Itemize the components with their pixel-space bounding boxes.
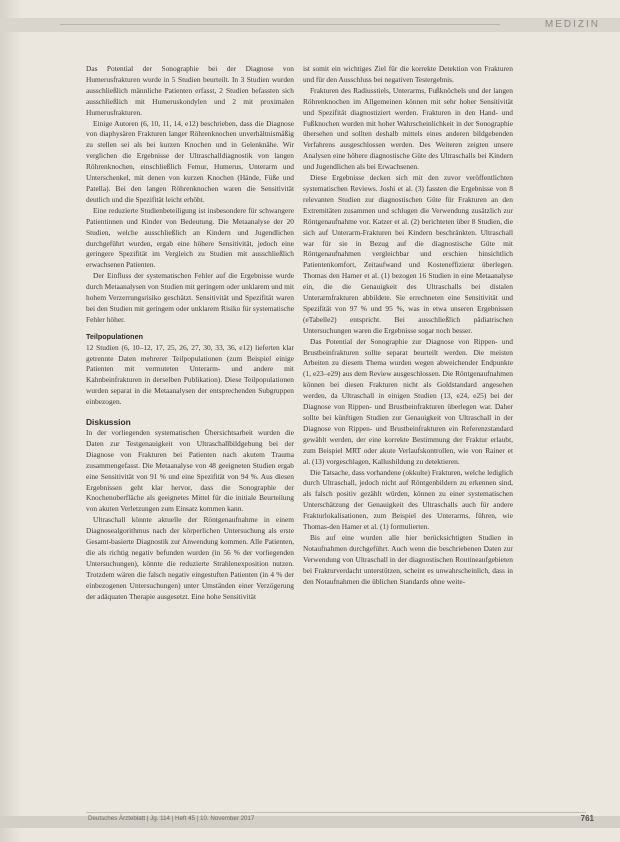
footer-rule — [86, 812, 586, 813]
paragraph: Der Einfluss der systematischen Fehler auf die Ergebnisse wurde durch Metaanalysen von Studien mit geringem oder unklarem und mit hohem Verzerrungsrisiko geschätzt. Sensitivität und Spezifität waren bei den Studien mit geringem oder unklarem Risiko für systematische Fehler höher. — [86, 271, 294, 324]
header-band — [0, 18, 620, 32]
paragraph: Bis auf eine wurden alle hier berücksichtigten Studien in Notaufnahmen durchgeführt. Auch wenn die beschriebenen Daten zur Verwendung von Ultraschall in der diagnostischen Routineaufgebieten bei Frakturverdacht unterstützen, scheint es unwahrscheinlich, dass in den Notaufnahmen die üblichen Standards ohne weite- — [303, 532, 513, 586]
section-heading: Diskussion — [86, 417, 131, 428]
header-rule — [60, 24, 500, 25]
subsection-heading: Teilpopulationen — [86, 331, 143, 341]
journal-citation: Deutsches Ärzteblatt | Jg. 114 | Heft 45 | 10. November 2017 — [88, 815, 255, 822]
paragraph: Ultraschall könnte aktuelle der Röntgenaufnahme in einem Diagnosealgorithmus nach der körperlichen Untersuchung als erste Gesamt-basierte Diagnostik zur Anwendung kommen. Alle Patienten, die als richtig negativ befunden wurden (in 56 % der vorliegenden Untersuchungen), könnte die reduzierte Strahlenexposition nutzen. Trotzdem wären die falsch negativ eingestuften Patienten (in 4 % der einbezogenen Untersuchungen) unter Umständen einer Verzögerung der adäquaten Therapie ausgesetzt. Eine hohe Sensitivität — [86, 515, 294, 601]
right-column — [303, 64, 513, 804]
left-column — [86, 64, 294, 804]
paragraph: Frakturen des Radiusstiels, Unterarms, Fußknöchels und der langen Röhrenknochen im Allgemeinen können mit sehr hoher Sensitivität und Spezifität diagnostiziert werden. Frakturen in den Hand- und Fußknochen wurden mit hoher Wahrscheinlichkeit in der Sonographie übersehen und sollten deshalb mittels eines anderen bildgebenden Verfahrens ausgeschlossen werden. Des Weiteren zeigten unsere Analysen eine höhere diagnostische Güte des Ultraschalls bei Kindern und Jugendlichen als bei Erwachsenen. — [303, 85, 513, 172]
paragraph: 12 Studien (6, 10–12, 17, 25, 26, 27, 30, 33, 36, e12) lieferten klar getrennte Daten mehrerer Teilpopulationen (zum Beispiel einige Patienten mit vermuteten Unterarm- und andere mit Kahnbeinfrakturen in derselben Publikation). Diese Teilpopulationen wurden separat in die Metaanalysen der entsprechenden Subgruppen einbezogen. — [86, 342, 294, 407]
page-number: 761 — [580, 814, 594, 823]
section-label: MEDIZIN — [544, 19, 600, 30]
paragraph: Diese Ergebnisse decken sich mit den zuvor veröffentlichten systematischen Reviews. Joshi et al. (3) fassten die Ergebnisse von 8 relevanten Studien zur diagnostischen Güte für Frakturen an den Extremitäten zusammen und schlugen die Verwendung zusätzlich zur Röntgenaufnahme vor. Katzer et al. (2) berichteten über 8 Studien, die sich auf Unterarm-Frakturen bei Kindern beschränkten. Ultraschall war für sie in Bezug auf die diagnostische Güte mit Röntgenaufnahmen vergleichbar und erschien hinsichtlich Patientenkomfort, Zeitaufwand und Kosteneffizienz überlegen. Thomas den Hamer et al. (1) bezogen 16 Studien in eine Metaanalyse ein, die die Genauigkeit des Ultraschalls bei distalen Unterarmfrakturen abbildete. Sie errechneten eine Sensitivität und Spezifität von 97 % und 95 %, was in etwa unseren Ergebnissen (eTabelle2) entspricht. Bei ausschließlich pädiatrischen Untersuchungen waren die Ergebnisse sogar noch besser. — [303, 173, 513, 335]
paragraph: Die Tatsache, dass vorhandene (okkulte) Frakturen, welche lediglich durch Ultraschall, jedoch nicht auf Röntgenbildern zu erkennen sind, als falsch positiv gezählt würden, können zu einer systematischen Unterschätzung der Genauigkeit des Ultraschalls auch für andere Frakturlokalisationen, zum Beispiel des Unterarms, führen, wie Thomas-den Hamer et al. (1) formulierten. — [303, 467, 513, 532]
paragraph: In der vorliegenden systematischen Übersichtsarbeit wurden die Daten zur Testgenauigkeit von Ultraschallbildgebung bei der Diagnose von Frakturen bei Patienten nach akutem Trauma zusammengefasst. Die Metaanalyse von 48 geeigneten Studien ergab eine Sensitivität von 91 % und eine Spezifität von 94 %. Aus diesen Ergebnissen geht klar hervor, dass die Sonographie der Knochenoberfläche als geeignetes Mittel für die initiale Beurteilung von akuten Verletzungen zum Einsatz kommen kann. — [86, 428, 294, 514]
paragraph: Das Potential der Sonographie zur Diagnose von Rippen- und Brustbeinfrakturen sollte separat beurteilt werden. Die meisten Arbeiten zu diesem Thema wurden wegen abweichender Endpunkte (1, e23–e29) aus dem Review ausgeschlossen. Die Röntgenaufnahmen können bei diesen Frakturen nicht als Goldstandard angesehen werden, da Ultraschall in einigen Studien (13, e24, e25) bei der Diagnose von Rippen- und Brustbeinfrakturen überlegen war. Daher sollte bei künftigen Studien zur Genauigkeit von Ultraschall in der Diagnose von Rippen- und Brustbeinfrakturen ein Referenzstandard gewählt werden, der eine korrekte Bestimmung der Fraktur erlaubt, zum Beispiel MRT oder akute Verlaufskontrollen, wie von Rainer et al. (13) vorgeschlagen, Kallusbildung zu detektieren. — [303, 336, 513, 466]
paragraph: Das Potential der Sonographie bei der Diagnose von Humerusfrakturen wurde in 5 Studien beurteilt. In 3 Studien wurden ausschließlich männliche Patienten erfasst, 2 Studien befassten sich ausschließlich mit Humeruskondylen und 2 mit proximalen Humerusfrakturen. — [86, 64, 294, 117]
paragraph: ist somit ein wichtiges Ziel für die korrekte Detektion von Frakturen und für den Ausschluss bei negativen Testergebnis. — [303, 64, 513, 84]
paragraph: Eine reduzierte Studienbeteiligung ist insbesondere für schwangere Patientinnen und Kinder von Bedeutung. Die Metaanalyse der 20 Studien, welche ausschließlich an Kindern und Jugendlichen durchgeführt wurden, ergab eine höhere Sensitivität, jedoch eine geringere Spezifität im Vergleich zu Studien mit ausschließlich erwachsenen Patienten. — [86, 205, 294, 270]
paragraph: Einige Autoren (6, 10, 11, 14, e12) beschrieben, dass die Diagnose von diaphysären Frakturen langer Röhrenknochen unverhältnismäßig zu stellen sei als bei kurzen Knochen und in Gelenknähe. Wir verglichen die Ergebnisse der Ultraschalldiagnostik von langen Röhrenknochen, einschließlich Femur, Humerus, Unterarm und Unterschenkel, mit denen von kurzen Knochen (Hände, Füße und Patella). Bei den langen Röhrenknochen waren die Sensitivität deutlich und die Spezifität leicht erhöht. — [86, 118, 294, 204]
page-edge-shadow — [0, 0, 22, 842]
